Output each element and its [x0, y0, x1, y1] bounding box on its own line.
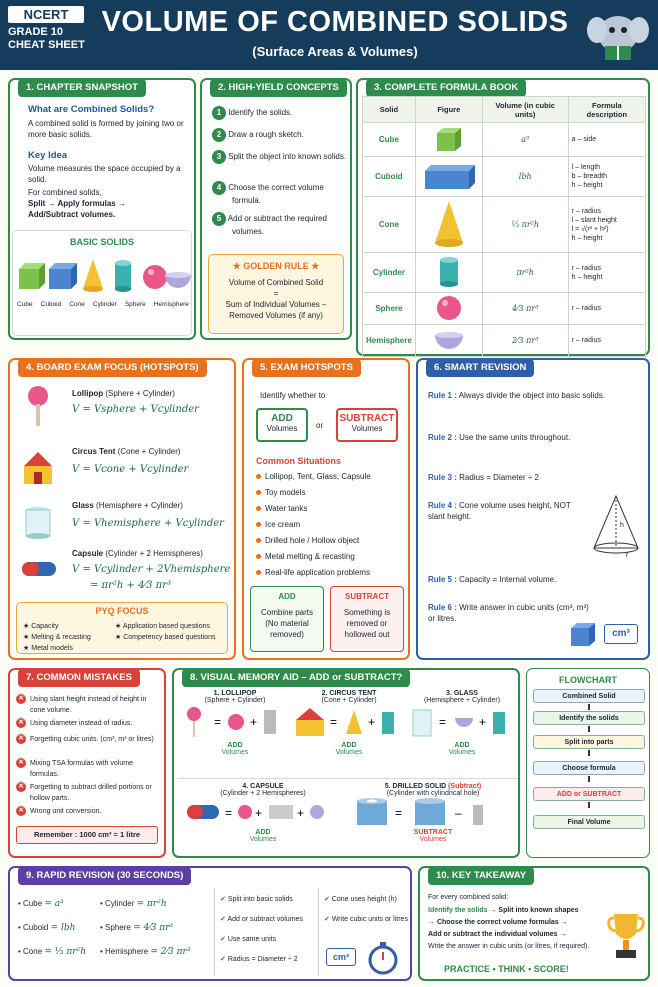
svg-text:+: +	[368, 715, 376, 729]
key-idea-text-3: Split → Apply formulas →	[28, 199, 126, 208]
visual-cell-circus-tent: 2. CIRCUS TENT (Cone + Cylinder) = + ADD Volumes	[292, 690, 406, 774]
golden-rule-line: =	[273, 289, 279, 298]
flow-step: Choose formula	[533, 761, 645, 775]
cylinder-icon	[434, 255, 464, 289]
flow-arrow	[588, 776, 590, 782]
check-item: ✔ Use same units	[220, 936, 277, 943]
concept-item: 2 Draw a rough sketch.	[212, 128, 348, 142]
svg-text:=: =	[439, 715, 447, 729]
pyq-item: ★ Competency based questions	[115, 634, 216, 641]
page-subtitle: (Surface Areas & Volumes)	[252, 44, 418, 59]
golden-rule-line: Removed Volumes (if any)	[229, 311, 323, 320]
pyq-item: ★ Metal models	[23, 645, 73, 652]
hotspot-equation: V = Vcone + Vcylinder	[72, 464, 189, 475]
capsule-equation-icons	[183, 797, 343, 827]
takeaway-line: For every combined solid:	[428, 894, 509, 901]
trophy-icon	[606, 910, 646, 966]
panel-title: 5. EXAM HOTSPOTS	[252, 359, 361, 377]
check-item: ✔ Split into basic solids	[220, 896, 293, 903]
mistake-item: ✕ Using diameter instead of radius.	[16, 718, 162, 729]
page-title: VOLUME OF COMBINED SOLIDS	[101, 6, 569, 38]
add-volumes-box: ADD Volumes	[256, 408, 308, 442]
concept-item: 1 Identify the solids.	[212, 106, 348, 120]
key-idea-heading: Key Idea	[28, 150, 68, 161]
golden-rule-line: Volume of Combined Solid	[228, 278, 324, 287]
key-idea-text-4: Add/Subtract volumes.	[28, 210, 116, 219]
panel-title: 6. SMART REVISION	[426, 359, 534, 377]
cubic-units-badge: cm³	[604, 624, 638, 644]
flow-step: ADD or SUBTRACT	[533, 787, 645, 801]
flow-step: Final Volume	[533, 815, 645, 829]
cone-icon	[429, 199, 469, 249]
add-summary-box: ADD Combine parts (No material removed)	[250, 586, 324, 652]
divider	[318, 888, 319, 976]
pyq-item: ★ Capacity	[23, 623, 59, 630]
glass-equation-icons	[407, 704, 517, 740]
solid-label: Cone	[69, 301, 85, 308]
hotspot-name: Circus Tent (Cone + Cylinder)	[72, 447, 181, 456]
rule-item: Rule 5 : Capacity = Internal volume.	[428, 575, 557, 584]
panel-title: 10. KEY TAKEAWAY	[428, 867, 534, 885]
exam-hotspots-panel	[242, 358, 410, 660]
basic-solids-icons	[15, 255, 191, 295]
takeaway-line: Identify the solids → Split into known shapes	[428, 907, 579, 914]
flow-arrow	[588, 750, 590, 756]
exam-intro: Identify whether to	[260, 391, 326, 400]
pyq-item: ★ Melting & recasting	[23, 634, 91, 641]
svg-text:+: +	[255, 806, 263, 820]
svg-text:–: –	[455, 806, 462, 820]
takeaway-line: Write the answer in cubic units (or litres, if required).	[428, 943, 590, 950]
panel-title: 4. BOARD EXAM FOCUS (HOTSPOTS)	[18, 359, 207, 377]
cube-icon	[568, 620, 598, 650]
rapid-formula: • Cube = a³	[18, 899, 64, 909]
radius-label: r	[626, 552, 629, 559]
solid-label: Sphere	[124, 301, 146, 308]
flowchart-title: FLOWCHART	[559, 675, 617, 685]
svg-text:+: +	[297, 806, 305, 820]
visual-cell-lollipop: 1. LOLLIPOP (Sphere + Cylinder) = + ADD Volumes	[178, 690, 292, 774]
rapid-formula: • Hemisphere = 2⁄3 πr³	[100, 947, 191, 957]
pyq-item: ★ Application based questions	[115, 623, 211, 630]
svg-text:+: +	[479, 715, 487, 729]
rapid-formula: • Cone = ⅓ πr²h	[18, 947, 86, 957]
hotspot-name: Glass (Hemisphere + Cylinder)	[72, 501, 183, 510]
takeaway-line: → Choose the correct volume formulas →	[428, 919, 568, 926]
chapter-snapshot-panel	[8, 78, 196, 340]
high-yield-concepts-panel	[200, 78, 352, 340]
hotspot-icons	[20, 384, 56, 584]
hotspot-equation: V = Vsphere + Vcylinder	[72, 404, 199, 415]
pyq-focus-box	[16, 602, 228, 654]
formula-table	[362, 96, 646, 357]
rapid-formula: • Cylinder = πr²h	[100, 899, 167, 909]
table-row: Cube a³ a – side	[363, 123, 646, 157]
concept-item: 5 Add or subtract the required volumes.	[212, 212, 348, 237]
smart-revision-panel	[416, 358, 650, 660]
table-row: Cone ⅓ πr²h r – radius l – slant height l = √(r² + h²) h – height	[363, 197, 646, 253]
panel-title: 3. COMPLETE FORMULA BOOK	[366, 79, 526, 97]
check-item: ✔ Add or subtract volumes	[220, 916, 303, 923]
rapid-revision-panel	[8, 866, 412, 981]
board-exam-panel	[8, 358, 236, 660]
situation-item: Drilled hole / Hollow object	[256, 535, 359, 546]
flow-arrow	[588, 704, 590, 710]
cone-height-diagram	[586, 492, 646, 558]
formula-book-panel	[356, 78, 650, 356]
rapid-formula: • Sphere = 4⁄3 πr³	[100, 923, 174, 933]
svg-text:=: =	[225, 806, 233, 820]
grade-label: GRADE 10 CHEAT SHEET	[8, 26, 85, 51]
svg-text:=: =	[395, 806, 403, 820]
cuboid-icon	[419, 161, 479, 191]
motto: PRACTICE • THINK • SCORE!	[444, 964, 569, 974]
hotspot-name: Lollipop (Sphere + Cylinder)	[72, 389, 175, 398]
stopwatch-icon	[366, 940, 400, 976]
rule-item: Rule 3 : Radius = Diameter ÷ 2	[428, 473, 539, 482]
flowchart-panel	[526, 668, 650, 858]
table-row: Cylinder πr²h r – radius h – height	[363, 253, 646, 293]
mistake-item: ✕ Wrong unit conversion.	[16, 806, 162, 817]
flow-arrow	[588, 802, 590, 808]
mistake-item: ✕ Using slant height instead of height in cone volume.	[16, 694, 162, 716]
hotspot-equation: V = Vhemisphere + Vcylinder	[72, 518, 224, 529]
mistake-item: ✕ Forgetting to subtract drilled portions or hollow parts.	[16, 782, 162, 804]
flow-arrow	[588, 726, 590, 732]
svg-text:=: =	[214, 715, 222, 729]
takeaway-line: Add or subtract the individual volumes →	[428, 931, 567, 938]
question-heading: What are Combined Solids?	[28, 104, 155, 115]
solid-label: Cube	[17, 301, 33, 308]
check-item: ✔ Cone uses height (h)	[324, 896, 397, 903]
cubic-units-badge: cm³	[326, 948, 356, 966]
situation-item: Lollipop, Tent, Glass, Capsule	[256, 471, 371, 482]
hemisphere-icon	[431, 329, 467, 351]
solid-label: Cuboid	[40, 301, 62, 308]
basic-solids-box	[12, 230, 192, 336]
flow-step: Split into parts	[533, 735, 645, 749]
svg-text:+: +	[250, 715, 258, 729]
key-idea-text-2: For combined solids,	[28, 188, 102, 197]
table-header-row: Solid Figure Volume (in cubic units) Formula description	[363, 97, 646, 123]
sphere-icon	[434, 294, 464, 322]
elephant-mascot-icon	[585, 4, 651, 66]
cube-icon	[431, 125, 467, 153]
visual-cell-capsule: 4. CAPSULE (Cylinder + 2 Hemispheres) = + + ADD Volumes	[178, 778, 348, 856]
visual-cell-glass: 3. GLASS (Hemisphere + Cylinder) = + ADD Volumes	[406, 690, 518, 774]
mistake-item: ✕ Forgetting cubic units. (cm³, m³ or litres)	[16, 734, 162, 745]
table-row: Sphere 4⁄3 πr³ r – radius	[363, 293, 646, 325]
rule-item: Rule 1 : Always divide the object into basic solids.	[428, 391, 605, 400]
ncert-badge: NCERT	[8, 6, 84, 23]
panel-title: 1. CHAPTER SNAPSHOT	[18, 79, 146, 97]
common-situations-title: Common Situations	[256, 456, 341, 466]
remember-box: Remember : 1000 cm³ = 1 litre	[16, 826, 158, 844]
table-row: Cuboid lbh l – length b – breadth h – height	[363, 157, 646, 197]
concept-item: 3 Split the object into known solids.	[212, 150, 348, 164]
situation-item: Real-life application problems	[256, 567, 370, 578]
rule-item: Rule 6 : Write answer in cubic units (cm³, m³) or litres.	[428, 603, 589, 623]
check-item: ✔ Write cubic units or litres	[324, 916, 408, 923]
golden-rule-line: Sum of Individual Volumes –	[225, 300, 327, 309]
flow-step: Identify the solids	[533, 711, 645, 725]
rapid-formula: • Cuboid = lbh	[18, 923, 76, 933]
basic-solids-labels	[13, 301, 193, 308]
basic-solids-title: BASIC SOLIDS	[69, 237, 134, 247]
solid-label: Cylinder	[92, 301, 117, 308]
question-text: A combined solid is formed by joining two or more basic solids.	[28, 119, 184, 139]
flow-step: Combined Solid	[533, 689, 645, 703]
table-row: Hemisphere 2⁄3 πr³ r – radius	[363, 325, 646, 357]
svg-text:=: =	[330, 715, 338, 729]
situation-item: Ice cream	[256, 519, 300, 530]
situation-item: Toy models	[256, 487, 305, 498]
visual-cell-drilled-solid: 5. DRILLED SOLID (Subtract) (Cylinder with cylindrical hole) = – SUBTRACT Volumes	[348, 778, 518, 856]
height-label: h	[620, 522, 624, 529]
golden-rule-box	[208, 254, 344, 334]
tent-equation-icons	[294, 704, 404, 740]
golden-rule-title: ★ GOLDEN RULE ★	[232, 261, 320, 271]
drilled-equation-icons	[353, 797, 513, 827]
lollipop-equation-icons	[180, 704, 290, 740]
divider	[214, 888, 215, 976]
rule-item: Rule 2 : Use the same units throughout.	[428, 433, 571, 442]
key-idea-text: Volume measures the space occupied by a solid.	[28, 164, 181, 184]
concept-item: 4 Choose the correct volume formula.	[212, 181, 348, 206]
panel-title: 7. COMMON MISTAKES	[18, 669, 140, 687]
mistake-item: ✕ Mixing TSA formulas with volume formulas.	[16, 758, 162, 780]
visual-memory-panel	[172, 668, 520, 858]
solid-label: Hemisphere	[153, 301, 189, 308]
hotspot-name: Capsule (Cylinder + 2 Hemispheres)	[72, 549, 203, 558]
subtract-volumes-box: SUBTRACT Volumes	[336, 408, 398, 442]
situation-item: Metal melting & recasting	[256, 551, 355, 562]
rule-item: Rule 4 : Cone volume uses height, NOT slant height.	[428, 501, 571, 521]
panel-title: 2. HIGH-YIELD CONCEPTS	[210, 79, 347, 97]
panel-title: 9. RAPID REVISION (30 SECONDS)	[18, 867, 191, 885]
or-label: or	[316, 421, 324, 430]
common-mistakes-panel	[8, 668, 166, 858]
situation-item: Water tanks	[256, 503, 307, 514]
panel-title: 8. VISUAL MEMORY AID – ADD or SUBTRACT?	[182, 669, 410, 687]
key-takeaway-panel	[418, 866, 650, 981]
subtract-summary-box: SUBTRACT Something is removed or hollowed out	[330, 586, 404, 652]
check-item: ✔ Radius = Diameter ÷ 2	[220, 956, 298, 963]
pyq-title: PYQ FOCUS	[95, 606, 149, 616]
hotspot-equation: V = Vcylinder + 2Vhemisphere	[72, 564, 231, 575]
hotspot-equation-2: = πr²h + 4⁄3 πr³	[90, 580, 172, 591]
